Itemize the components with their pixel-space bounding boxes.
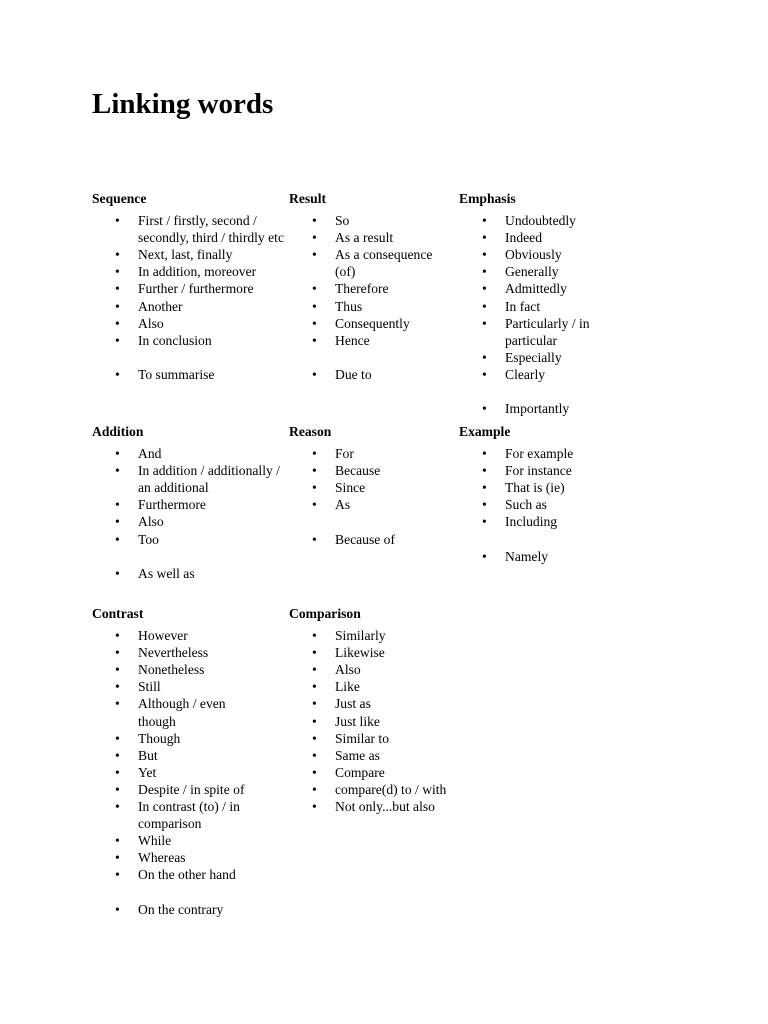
list-item: • Same as: [289, 747, 461, 764]
list-item: • Such as: [459, 496, 619, 513]
list-item: • Further / furthermore: [92, 280, 284, 297]
list-item: • In addition, moreover: [92, 263, 284, 280]
list-item: • And: [92, 445, 284, 462]
list-item: • For: [289, 445, 451, 462]
list-item: • However: [92, 627, 264, 644]
list-item: • Just as: [289, 695, 461, 712]
list-item: • So: [289, 212, 451, 229]
word-list: [289, 212, 451, 383]
list-item: • Nevertheless: [92, 644, 264, 661]
section-result: [289, 190, 451, 383]
page-title: Linking words: [92, 88, 274, 120]
list-item: • In fact: [459, 298, 619, 315]
section-sequence: [92, 190, 284, 383]
list-item: • On the contrary: [92, 901, 264, 918]
list-item: • Also: [92, 315, 284, 332]
list-item: • As a result: [289, 229, 451, 246]
list-item: • Hence: [289, 332, 451, 349]
list-item: • In conclusion: [92, 332, 284, 349]
list-item: • As well as: [92, 565, 284, 582]
list-item: • Also: [92, 513, 284, 530]
word-list: [92, 212, 284, 383]
list-item: • As: [289, 496, 451, 513]
list-item: • In addition / additionally / an additional: [92, 462, 284, 496]
section-heading: Contrast: [92, 606, 144, 621]
list-item: • Similar to: [289, 730, 461, 747]
list-item: • Like: [289, 678, 461, 695]
section-comparison: [289, 605, 461, 815]
list-item: • Not only...but also: [289, 798, 461, 815]
list-item: • Including: [459, 513, 619, 530]
list-item: • As a consequence (of): [289, 246, 451, 280]
list-item: • Particularly / in particular: [459, 315, 619, 349]
section-heading: Sequence: [92, 191, 147, 206]
list-item: • While: [92, 832, 264, 849]
list-item: • Since: [289, 479, 451, 496]
list-item: • Furthermore: [92, 496, 284, 513]
list-item: • Clearly: [459, 366, 619, 383]
list-item: • Consequently: [289, 315, 451, 332]
list-item: • Compare: [289, 764, 461, 781]
list-item: • Also: [289, 661, 461, 678]
list-item: • That is (ie): [459, 479, 619, 496]
section-heading: Result: [289, 191, 327, 206]
list-item: • Still: [92, 678, 264, 695]
list-item: • For example: [459, 445, 619, 462]
list-item: • For instance: [459, 462, 619, 479]
list-item: • Despite / in spite of: [92, 781, 264, 798]
list-item: • On the other hand: [92, 866, 264, 883]
list-item: • Because: [289, 462, 451, 479]
list-item: • First / firstly, second / secondly, third / thirdly etc: [92, 212, 284, 246]
list-item: • Though: [92, 730, 264, 747]
word-list: [92, 627, 264, 918]
list-item: • Just like: [289, 713, 461, 730]
list-item: • Obviously: [459, 246, 619, 263]
list-item: • Whereas: [92, 849, 264, 866]
list-item: • compare(d) to / with: [289, 781, 461, 798]
list-item: • Thus: [289, 298, 451, 315]
list-item: • Importantly: [459, 400, 619, 417]
word-list: [289, 445, 451, 548]
list-item: • Generally: [459, 263, 619, 280]
word-list: [289, 627, 461, 815]
list-item: • Namely: [459, 548, 619, 565]
list-item: • Likewise: [289, 644, 461, 661]
list-item: • In contrast (to) / in comparison: [92, 798, 264, 832]
list-item: • Due to: [289, 366, 451, 383]
section-reason: [289, 423, 451, 548]
list-item: • Especially: [459, 349, 619, 366]
word-list: [459, 212, 619, 417]
list-item: • Undoubtedly: [459, 212, 619, 229]
word-list: [459, 445, 619, 565]
section-emphasis: [459, 190, 619, 417]
section-heading: Addition: [92, 424, 144, 439]
section-example: [459, 423, 619, 565]
section-addition: [92, 423, 284, 582]
list-item: • Although / even though: [92, 695, 264, 729]
list-item: • Another: [92, 298, 284, 315]
list-item: • Admittedly: [459, 280, 619, 297]
section-heading: Example: [459, 424, 511, 439]
list-item: • Indeed: [459, 229, 619, 246]
word-list: [92, 445, 284, 582]
list-item: • Similarly: [289, 627, 461, 644]
section-heading: Comparison: [289, 606, 361, 621]
list-item: • But: [92, 747, 264, 764]
list-item: • Next, last, finally: [92, 246, 284, 263]
list-item: • Yet: [92, 764, 264, 781]
list-item: • To summarise: [92, 366, 284, 383]
list-item: • Therefore: [289, 280, 451, 297]
section-contrast: [92, 605, 264, 918]
section-heading: Reason: [289, 424, 332, 439]
list-item: • Nonetheless: [92, 661, 264, 678]
list-item: • Because of: [289, 531, 451, 548]
list-item: • Too: [92, 531, 284, 548]
section-heading: Emphasis: [459, 191, 516, 206]
